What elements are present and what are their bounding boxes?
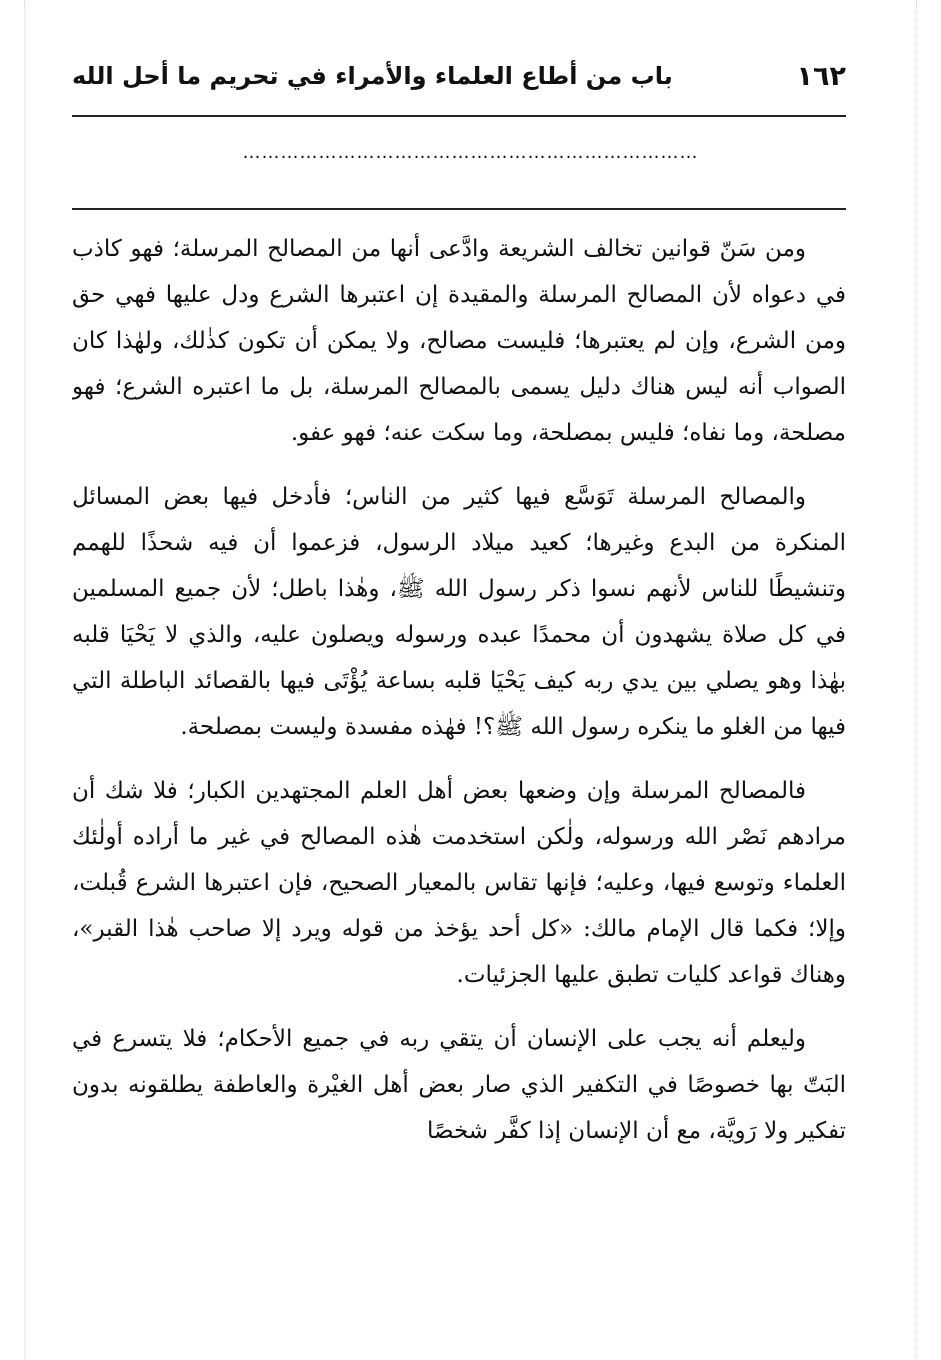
body-rule (72, 208, 846, 210)
paragraph-1: ومن سَنّ قوانين تخالف الشريعة وادَّعى أنها من المصالح المرسلة؛ فهو كاذب في دعواه لأن المصالح المرسلة والمقيدة إن اعتبرها الشرع ودل عليها فهي حق ومن الشرع، وإن لم يعتبرها؛ فليست مصالح، ولا يمكن أن تكون كذٰلك، ولهٰذا كان الصواب أنه ليس هناك دليل يسمى بالمصالح المرسلة، بل ما اعتبره الشرع؛ فهو مصلحة، وما نفاه؛ فليس بمصلحة، وما سكت عنه؛ فهو عفو. (72, 236, 846, 446)
paragraph-3: فالمصالح المرسلة وإن وضعها بعض أهل العلم المجتهدين الكبار؛ فلا شك أن مرادهم نَصْر الله ورسوله، ولٰكن استخدمت هٰذه المصالح في غير ما أراده أولٰئك العلماء وتوسع فيها، وعليه؛ فإنها تقاس بالمعيار الصحيح، فإن اعتبرها الشرع قُبلت، وإلا؛ فكما قال الإمام مالك: «كل أحد يؤخذ من قوله ويرد إلا صاحب هٰذا القبر»، وهناك قواعد كليات تطبق عليها الجزئيات. (72, 778, 846, 988)
dotted-separator: ……………………………………………………………… (242, 142, 699, 163)
page-body (72, 226, 846, 1338)
paragraph-4: وليعلم أنه يجب على الإنسان أن يتقي ربه في جميع الأحكام؛ فلا يتسرع في البَتّ بها خصوصًا في التكفير الذي صار بعض أهل الغيْرة والعاطفة يطلقونه بدون تفكير ولا رَويَّة، مع أن الإنسان إذا كفَّر شخصًا (72, 1026, 846, 1144)
running-header (72, 48, 846, 104)
header-rule (72, 115, 846, 117)
page-number: ١٦٢ (796, 60, 846, 92)
margin-guide-line (24, 0, 25, 1360)
margin-guide-line (916, 0, 917, 1360)
running-title: باب من أطاع العلماء والأمراء في تحريم ما أحل الله (72, 62, 673, 90)
paragraph-2: والمصالح المرسلة تَوَسَّع فيها كثير من الناس؛ فأدخل فيها بعض المسائل المنكرة من البدع وغيرها؛ كعيد ميلاد الرسول، فزعموا أن فيه شحذًا للهمم وتنشيطًا للناس لأنهم نسوا ذكر رسول الله ﷺ، وهٰذا باطل؛ لأن جميع المسلمين في كل صلاة يشهدون أن محمدًا عبده ورسوله ويصلون عليه، والذي لا يَحْيَا قلبه بهٰذا وهو يصلي بين يدي ربه كيف يَحْيَا قلبه بساعة يُؤْتَى فيها بالقصائد الباطلة التي فيها من الغلو ما ينكره رسول الله ﷺ؟! فهٰذه مفسدة وليست بمصلحة. (72, 484, 846, 740)
